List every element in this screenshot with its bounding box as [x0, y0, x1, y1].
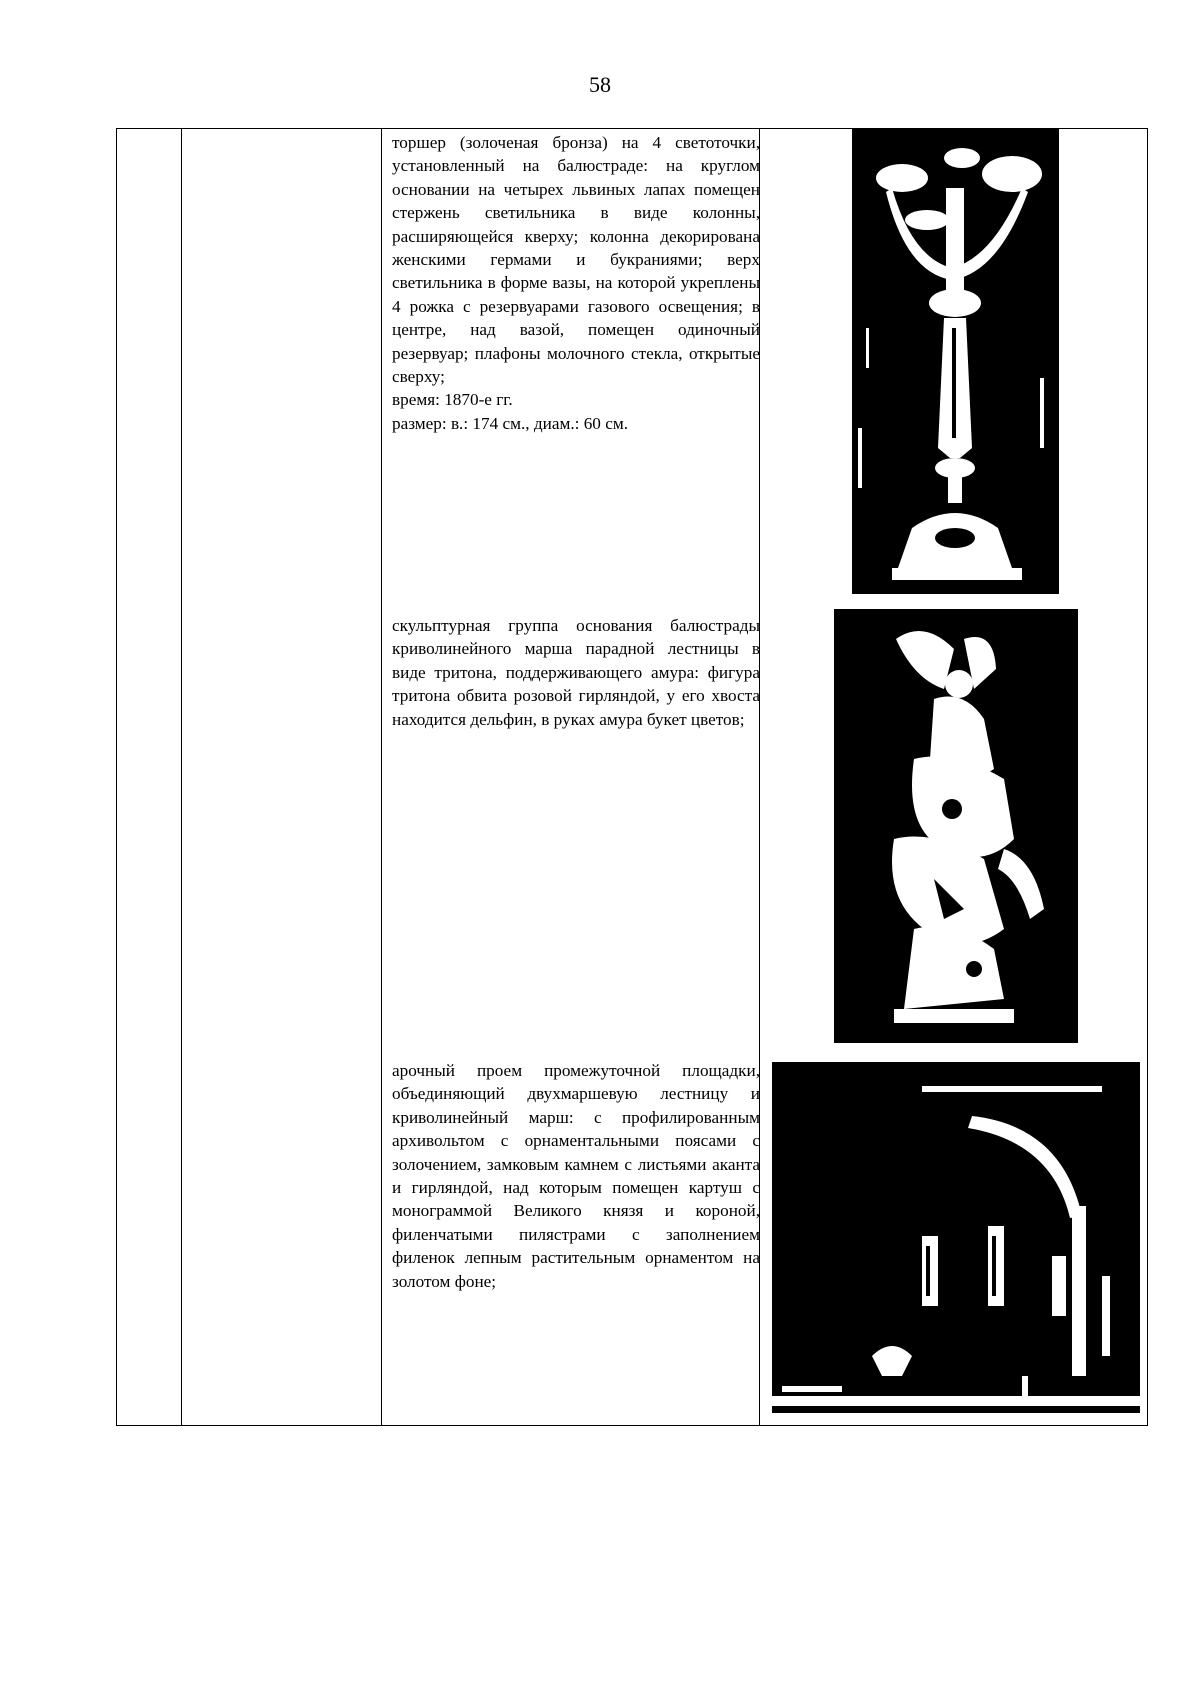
sculpture-icon — [834, 609, 1078, 1043]
column-divider — [381, 129, 382, 1425]
entry-description — [392, 614, 760, 731]
torchere-photo — [852, 128, 1059, 594]
column-divider — [181, 129, 182, 1425]
entry-description — [392, 1059, 760, 1293]
entry-text: скульптурная группа основания балюстрады криволинейного марша парадной лестницы в виде тритона, поддерживающего амура: фигура тритона обвита розовой гирляндой, у его хвоста находится дельфин, в руках амура букет цветов; — [392, 616, 760, 729]
entry-description — [392, 131, 760, 435]
entry-text: торшер (золоченая бронза) на 4 светоточки, установленный на балюстраде: на круглом основании на четырех львиных лапах помещен стержень светильника в виде колонны, расширяющейся кверху; колонна декорирована женскими гермами и букраниями; верх светильника в форме вазы, на которой укреплены 4 рожка с резервуарами газового освещения; в центре, над вазой, помещен одиночный резервуар; плафоны молочного стекла, открытые сверху; — [392, 133, 760, 387]
arch-icon — [772, 1056, 1140, 1413]
entry-text: арочный проем промежуточной площадки, объединяющий двухмаршевую лестницу и криволинейный марш: с профилированным архивольтом с орнаментальными поясами с золочением, замковым камнем с листьями аканта и гирляндой, над которым помещен картуш с монограммой Великого князя и короной, филенчатыми пилястрами с заполнением филенок лепным растительным орнаментом на золотом фоне; — [392, 1061, 760, 1291]
entry-time: время: 1870-е гг. — [392, 390, 513, 410]
arched-opening-photo — [772, 1056, 1140, 1413]
entry-size: размер: в.: 174 см., диам.: 60 см. — [392, 413, 629, 433]
torchere-icon — [852, 128, 1059, 594]
triton-sculpture-photo — [834, 609, 1078, 1043]
page-number: 58 — [589, 72, 611, 97]
